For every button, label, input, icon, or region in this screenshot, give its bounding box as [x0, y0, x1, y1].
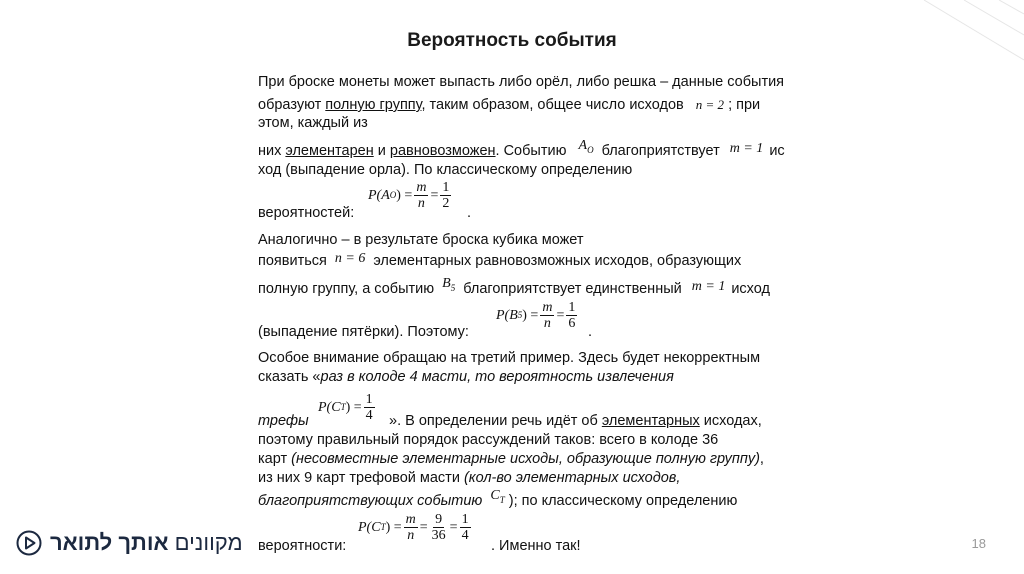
text-line: них элементарен и равновозможен. Событию $A_O$ благоприятствует m = 1 ис — [258, 138, 785, 159]
math-n6: n = 6 — [334, 251, 366, 266]
text-line: Особое внимание обращаю на третий пример. Здесь будет некорректным — [258, 350, 761, 366]
text-line: поэтому правильный порядок рассуждений таков: всего в колоде 36 — [258, 432, 719, 448]
text-line: . — [588, 324, 593, 340]
text-line: вероятностей: — [258, 205, 355, 221]
math-n2: n = 2 — [695, 97, 725, 112]
formula-p-ct-final: P(C T ) = $\frac{m}{n}$ = $\frac{9}{36}$ = $\frac{1}{4}$ — [358, 512, 469, 543]
formula-p-b5: P(B 5 ) = $\frac{m}{n}$ = $\frac{1}{6}$ — [496, 300, 576, 331]
term-elementary: элементарен — [285, 143, 374, 159]
math-a-o: $A_O$ — [578, 138, 594, 155]
math-b5: $B_5$ — [442, 276, 456, 293]
term-equiprobable: равновозможен — [389, 143, 496, 159]
text-line: вероятности: — [258, 538, 347, 554]
text-line: ». В определении речь идёт об элементарных исходах, — [389, 413, 762, 429]
text-line: появиться n = 6 элементарных равновозможных исходов, образующих — [258, 251, 742, 269]
logo-text: מקוונים אותך לתואר — [50, 530, 243, 555]
page-number: 18 — [971, 536, 986, 551]
text-line: полную группу, а событию $B_5$ благоприятствует единственный m = 1 исход — [258, 276, 770, 297]
link-full-group: полную группу — [325, 97, 422, 113]
text-line: . — [467, 205, 472, 221]
text-line: При броске монеты может выпасть либо орёл, либо решка – данные события — [258, 74, 785, 90]
text-line: сказать «раз в колоде 4 масти, то вероятность извлечения — [258, 369, 674, 385]
text-line: . Именно так! — [491, 538, 581, 554]
term-elementary-outcomes: элементарных — [601, 413, 700, 429]
formula-p-ao: P(A O ) = $\frac{m}{n}$ = $\frac{1}{2}$ — [368, 180, 450, 211]
text-line: этом, каждый из — [258, 115, 368, 131]
brand-logo[interactable] — [16, 530, 243, 556]
text-line: из них 9 карт трефовой масти (кол-во элементарных исходов, — [258, 470, 681, 486]
text-line: ход (выпадение орла). По классическому определению — [258, 162, 633, 178]
formula-p-ct-quarter: P(C T ) = $\frac{1}{4}$ — [318, 392, 373, 423]
text-line: образуют полную группу, таким образом, общее число исходов n = 2 ; при — [258, 97, 761, 113]
math-m1b: m = 1 — [691, 279, 726, 294]
text-line: благоприятствующих событию $C_T$ ); по классическому определению — [258, 488, 738, 509]
play-circle-icon — [16, 530, 42, 556]
slide-title: Вероятность события — [407, 30, 617, 51]
text-line: Аналогично – в результате броска кубика может — [258, 232, 584, 248]
math-m1: m = 1 — [729, 141, 764, 156]
text-line: трефы — [258, 413, 309, 429]
text-line: (выпадение пятёрки). Поэтому: — [258, 324, 469, 340]
text-line: карт (несовместные элементарные исходы, образующие полную группу), — [258, 451, 764, 467]
math-ct: $C_T$ — [490, 488, 505, 505]
